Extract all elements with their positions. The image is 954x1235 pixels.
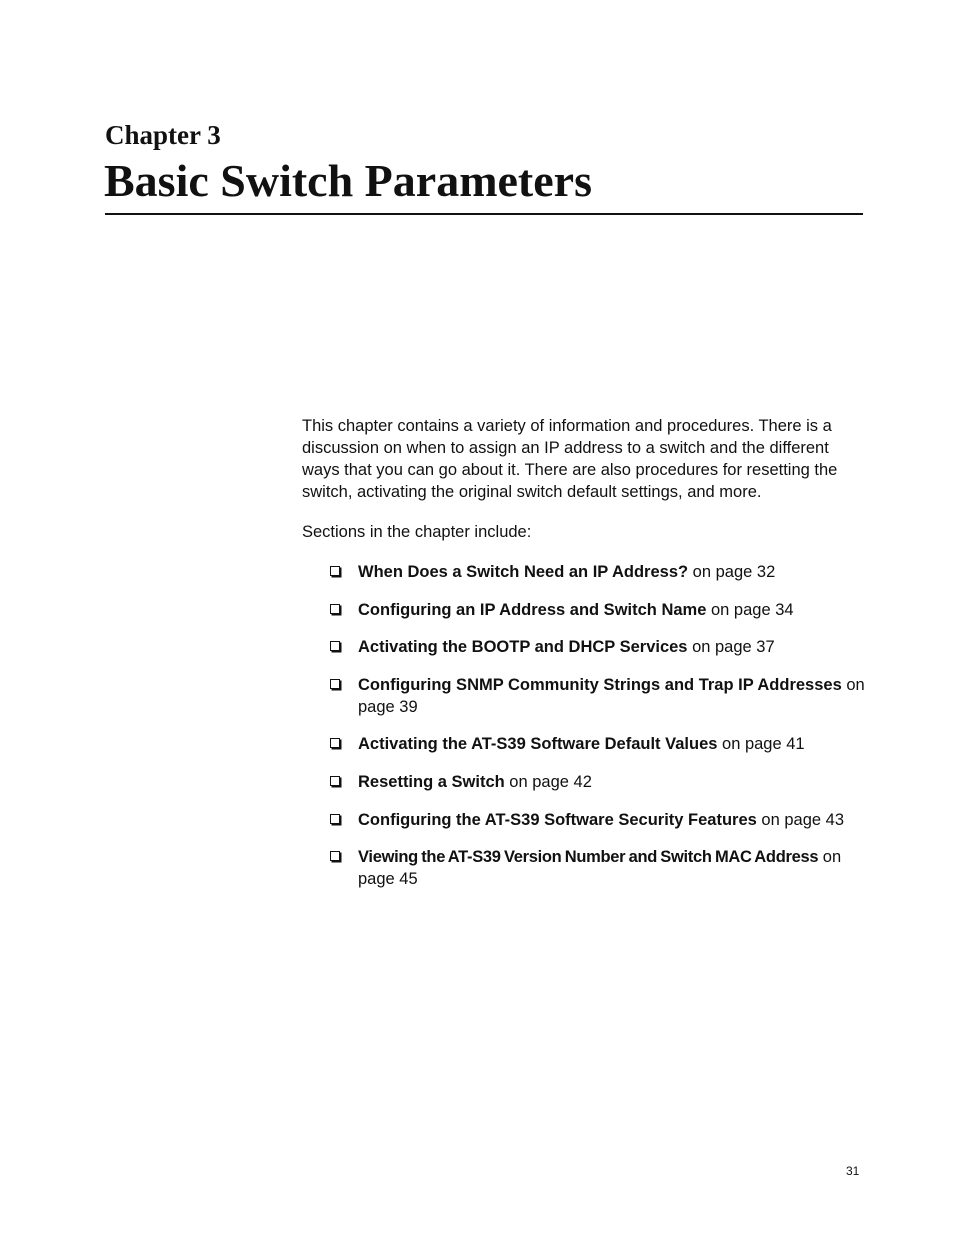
section-page-ref: on page 34 [706,600,794,619]
sections-lead: Sections in the chapter include: [302,523,532,541]
section-item[interactable] [330,846,870,890]
section-page-ref: on page 32 [688,563,776,581]
section-page-ref: on page 42 [504,772,592,791]
checkbox-icon [330,776,340,786]
section-item[interactable] [330,599,870,621]
section-title: Configuring the AT-S39 Software Security Features [358,810,757,829]
section-item[interactable] [330,809,870,831]
page-number: 31 [846,1164,860,1178]
section-title: When Does a Switch Need an IP Address? [358,563,689,581]
section-list [330,561,870,906]
section-page-ref: on page 37 [687,638,775,657]
section-item[interactable] [330,771,870,793]
section-item[interactable] [330,561,870,583]
checkbox-icon [330,566,340,576]
title-rule [105,213,863,215]
section-title: Resetting a Switch [358,772,505,791]
section-page-ref: on page 39 [358,675,865,716]
section-title: Configuring SNMP Community Strings and Trap IP Addresses [358,675,842,694]
section-item[interactable] [330,733,870,755]
section-page-ref: on page 45 [358,848,842,889]
checkbox-icon [330,738,340,748]
checkbox-icon [330,604,340,614]
section-title: Configuring an IP Address and Switch Name [358,600,707,619]
checkbox-icon [330,641,340,651]
checkbox-icon [330,679,340,689]
section-title: Activating the BOOTP and DHCP Services [358,638,688,657]
chapter-label: Chapter 3 [105,120,221,150]
intro-paragraph: This chapter contains a variety of information and procedures. There is a discussion on when to assign an IP address to a switch and the different ways that you can go about it. There are also procedures for resetting the switch, activating the original switch default settings, and more. [302,417,838,501]
section-item[interactable] [330,674,870,718]
section-page-ref: on page 43 [756,810,844,829]
section-title: Activating the AT-S39 Software Default Values [358,735,718,754]
chapter-title: Basic Switch Parameters [104,155,592,206]
section-item[interactable] [330,636,870,658]
checkbox-icon [330,814,340,824]
section-page-ref: on page 41 [717,735,805,754]
section-title: Viewing the AT-S39 Version Number and Switch MAC Address [358,848,819,867]
checkbox-icon [330,851,340,861]
